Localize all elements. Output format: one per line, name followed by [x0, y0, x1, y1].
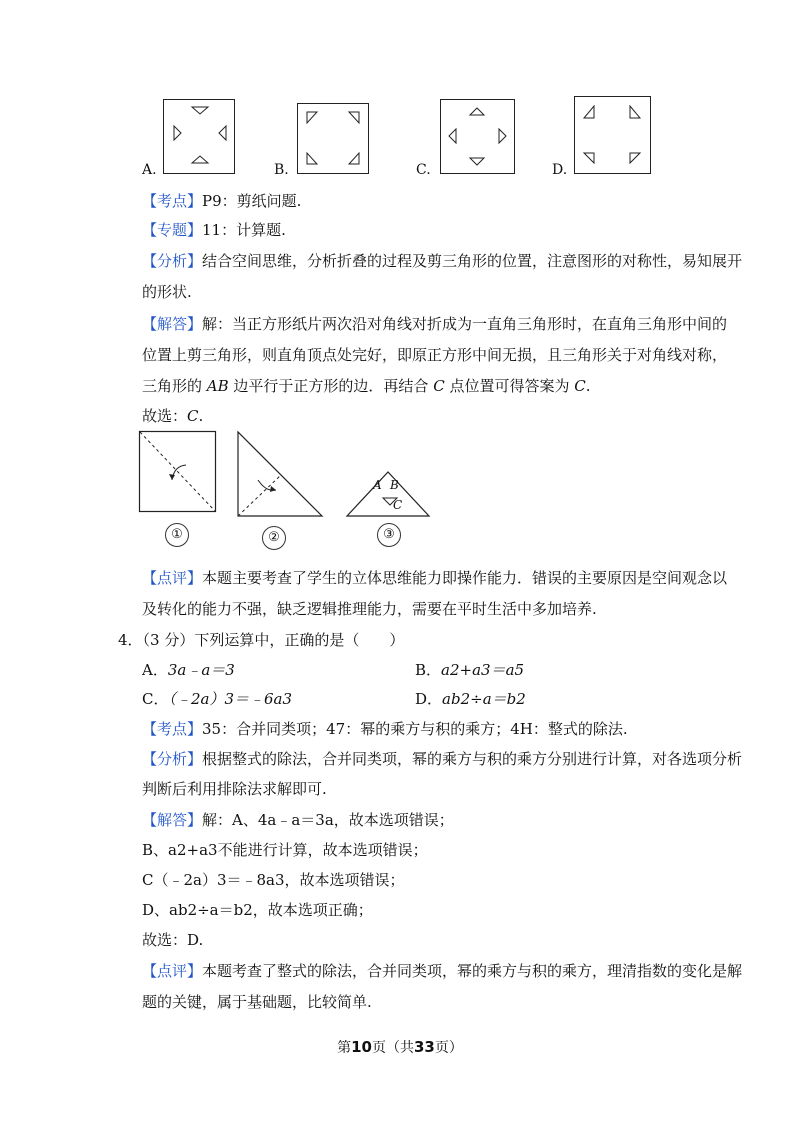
fold-step-3-figure [345, 466, 431, 518]
dianping-text: 本题主要考查了学生的立体思维能力即操作能力．错误的主要原因是空间观念以 [202, 569, 728, 587]
kaodian-tag: 【考点】 [142, 192, 203, 210]
option-label: D． [415, 690, 443, 708]
choice-label: 故选： [142, 407, 188, 425]
page-footer [0, 1037, 800, 1057]
jieda-tag: 【解答】 [142, 315, 203, 333]
point-c: C [433, 377, 445, 395]
option-c-label: C. [416, 162, 431, 178]
jieda-text: 解：A、4a﹣a＝3a，故本选项错误； [202, 811, 454, 829]
option-a-label: A. [142, 162, 157, 178]
text: 边平行于正方形的边．再结合 [228, 377, 434, 395]
q3-choice [142, 406, 203, 426]
q4-option-d [415, 689, 526, 709]
q4-jieda-line3: C（﹣2a）3＝﹣8a3，故本选项错误； [142, 871, 405, 889]
step-3-number: ③ [377, 523, 401, 547]
q4-kaodian [142, 719, 628, 739]
q3-kaodian [142, 191, 301, 211]
q3-jieda-line1 [142, 314, 727, 334]
q3-dianping-line1 [142, 568, 727, 588]
fold-step-2-figure [236, 430, 326, 518]
option-label: A． [142, 661, 168, 679]
q4-fenxi-line1 [142, 749, 742, 769]
text: . [198, 407, 204, 425]
q4-fenxi-line2: 判断后利用排除法求解即可. [142, 780, 327, 798]
q3-fenxi-line1 [142, 251, 742, 271]
text: 点位置可得答案为 [444, 377, 575, 395]
total-pages: 33 [414, 1038, 435, 1056]
fenxi-text: 结合空间思维，分析折叠的过程及剪三角形的位置，注意图形的对称性，易知展开 [202, 252, 743, 270]
dianping-tag: 【点评】 [142, 569, 203, 587]
zhuanti-text: 11：计算题. [202, 221, 286, 239]
option-label: C． [142, 690, 169, 708]
dianping-text: 本题考查了整式的除法，合并同类项，幂的乘方与积的乘方，理清指数的变化是解 [202, 962, 743, 980]
q4-option-c-text: （﹣2a）3＝﹣6a3 [168, 690, 293, 708]
q4-dianping-line1 [142, 961, 742, 981]
text: . [585, 377, 591, 395]
answer: C [574, 377, 586, 395]
q3-jieda-line2: 位置上剪三角形，则直角顶点处完好，即原正方形中间无损，且三角形关于对角线对称， [142, 346, 728, 364]
kaodian-text: P9：剪纸问题. [202, 192, 302, 210]
option-label: B． [415, 661, 442, 679]
text: 三角形的 [142, 377, 207, 395]
q3-dianping-line2: 及转化的能力不强，缺乏逻辑推理能力，需要在平时生活中多加培养. [142, 600, 597, 618]
q4-jieda-line4: D、ab2÷a＝b2，故本选项正确； [142, 901, 373, 919]
segment-ab: AB [206, 377, 229, 395]
page-number: 10 [351, 1038, 372, 1056]
jieda-text: 解：当正方形纸片两次沿对角线对折成为一直角三角形时，在直角三角形中间的 [202, 315, 728, 333]
q4-option-a [142, 660, 235, 680]
label-a: A [373, 478, 382, 492]
fold-step-1-figure [138, 430, 218, 515]
q4-option-b-text: a2+a3＝a5 [441, 661, 525, 679]
q3-zhuanti [142, 220, 286, 240]
label-b: B [390, 478, 399, 492]
dianping-tag: 【点评】 [142, 962, 203, 980]
option-d-figure [574, 96, 651, 174]
fenxi-text: 根据整式的除法，合并同类项，幂的乘方与积的乘方分别进行计算，对各选项分析 [202, 750, 743, 768]
q4-option-c [142, 689, 292, 709]
footer-text: 页（共 [372, 1040, 414, 1056]
q4-jieda-line1 [142, 810, 454, 830]
q4-jieda-line5: 故选：D. [142, 931, 204, 949]
fenxi-tag: 【分析】 [142, 252, 203, 270]
footer-text: 页） [434, 1040, 463, 1056]
q4-stem: 4．（3 分）下列运算中，正确的是（ ） [118, 631, 405, 649]
zhuanti-tag: 【专题】 [142, 221, 203, 239]
footer-text: 第 [337, 1040, 352, 1056]
q4-option-a-text: 3a﹣a＝3 [167, 661, 235, 679]
option-b-figure [297, 103, 369, 174]
q3-fenxi-line2: 的形状. [142, 283, 192, 301]
q4-dianping-line2: 题的关键，属于基础题，比较简单. [142, 993, 372, 1011]
step-1-number: ① [165, 523, 189, 547]
option-b-label: B. [274, 162, 289, 178]
choice-answer: C [187, 407, 199, 425]
q4-option-b [415, 660, 524, 680]
q4-jieda-line2: B、a2+a3不能进行计算，故本选项错误； [142, 841, 428, 859]
q4-option-d-text: ab2÷a＝b2 [442, 690, 526, 708]
option-d-label: D. [552, 162, 568, 178]
fenxi-tag: 【分析】 [142, 750, 203, 768]
option-a-figure [163, 99, 235, 174]
q3-jieda-line3 [142, 376, 590, 396]
step-2-number: ② [262, 526, 286, 550]
kaodian-tag: 【考点】 [142, 720, 203, 738]
kaodian-text: 35：合并同类项；47：幂的乘方与积的乘方；4H：整式的除法. [202, 720, 628, 738]
label-c: C [393, 498, 403, 512]
option-c-figure [440, 99, 515, 174]
jieda-tag: 【解答】 [142, 811, 203, 829]
